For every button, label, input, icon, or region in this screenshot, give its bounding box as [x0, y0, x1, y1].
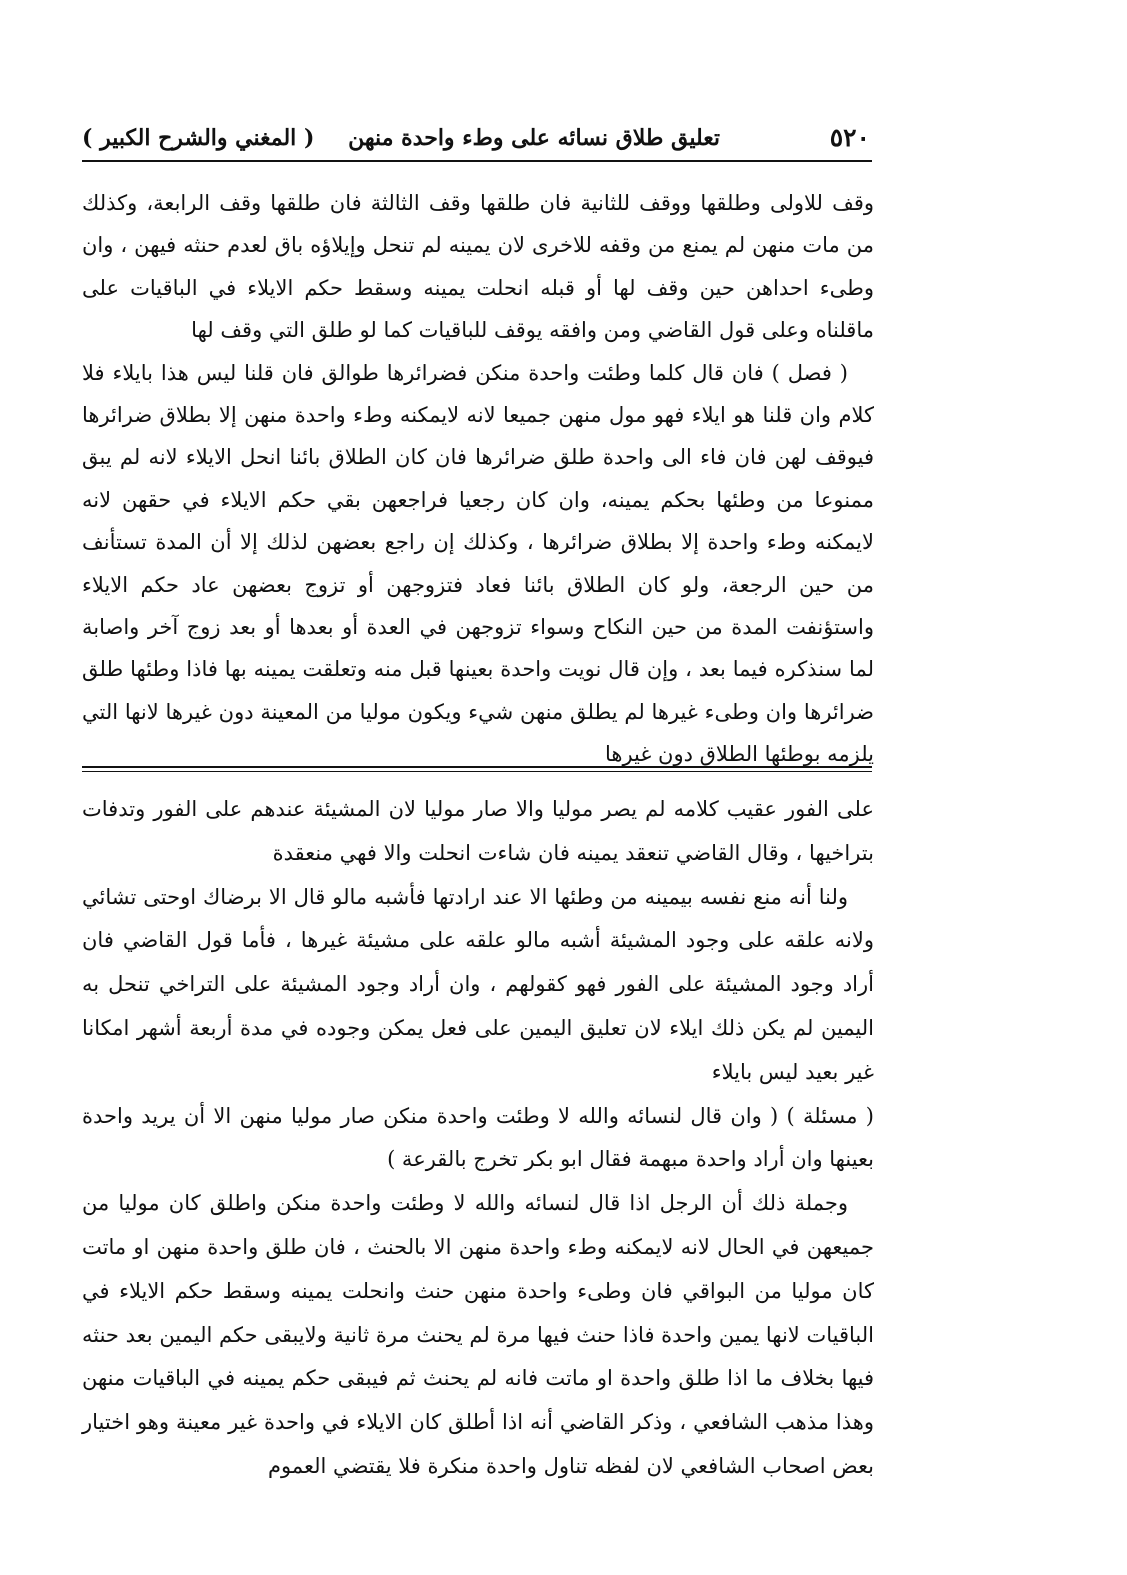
- commentary-paragraph-1: على الفور عقيب كلامه لم يصر موليا والا صار موليا لان المشيئة عندهم على الفور وتدفات بتراخيها ، وقال القاضي تنعقد يمينه فان شاءت انحلت والا فهي منعقدة: [82, 797, 874, 865]
- section-divider: [82, 766, 872, 772]
- body-paragraph-2: ( فصل ) فان قال كلما وطئت واحدة منكن فضرائرها طوالق فان قلنا ليس هذا بايلاء فلا كلام وان قلنا هو ايلاء فهو مول منهن جميعا لانه لايمكنه وطء واحدة منهن إلا بطلاق ضرائرها فيوقف لهن فان فاء الى واحدة طلق ضرائرها فان كان الطلاق بائنا انحل الايلاء لانه لم يبق ممنوعا من وطئها بحكم يمينه، وان كان رجعيا فراجعهن بقي حكم الايلاء في حقهن لانه لايمكنه وطء واحدة إلا بطلاق ضرائرها ، وكذلك إن راجع بعضهن لذلك إلا أن المدة تستأنف من حين الرجعة، ولو كان الطلاق بائنا فعاد فتزوجهن أو تزوج بعضهن عاد حكم الايلاء واستؤنفت المدة من حين النكاح وسواء تزوجهن في العدة أو بعدها أو بعد زوج آخر واصابة لما سنذكره فيما بعد ، وإن قال نويت واحدة بعينها قبل منه وتعلقت يمينه بها فاذا وطئها طلق ضرائرها وان وطىء غيرها لم يطلق منهن شيء ويكون موليا من المعينة دون غيرها لانها التي يلزمه بوطئها الطلاق دون غيرها: [82, 360, 875, 767]
- body-paragraph-1: وقف للاولى وطلقها ووقف للثانية فان طلقها وقف الثالثة فان طلقها وقف الرابعة، وكذلك من مات منهن لم يمنع من وقفه للاخرى لان يمينه لم تنحل وإيلاؤه باق لعدم حنثه فيهن ، وان وطىء احداهن حين وقف لها أو قبله انحلت يمينه وسقط حكم الايلاء في الباقيات على ماقلناه وعلى قول القاضي ومن وافقه يوقف للباقيات كما لو طلق التي وقف لها: [82, 191, 874, 343]
- main-text: [82, 182, 874, 776]
- header-rule: [82, 160, 872, 162]
- page-header: [82, 118, 870, 158]
- commentary-paragraph-3: ( مسئلة ) ( وان قال لنسائه والله لا وطئت واحدة منكن صار موليا منهن الا أن يريد واحدة بعينها وان أراد واحدة مبهمة فقال ابو بكر تخرج بالقرعة ): [82, 1103, 874, 1172]
- page-number: ٥٢٠: [829, 123, 870, 152]
- book-title: ( المغني والشرح الكبير ): [82, 125, 315, 151]
- commentary-text: [82, 788, 874, 1489]
- commentary-paragraph-4: وجملة ذلك أن الرجل اذا قال لنسائه والله لا وطئت واحدة منكن واطلق كان موليا من جميعهن في الحال لانه لايمكنه وطء واحدة منهن الا بالحنث ، فان طلق واحدة منهن او ماتت كان موليا من البواقي فان وطىء واحدة منهن حنث وانحلت يمينه وسقط حكم الايلاء في الباقيات لانها يمين واحدة فاذا حنث فيها مرة لم يحنث مرة ثانية ولايبقى حكم اليمين بعد حنثه فيها بخلاف ما اذا طلق واحدة او ماتت فانه لم يحنث ثم فيبقى حكم يمينه في الباقيات منهن وهذا مذهب الشافعي ، وذكر القاضي أنه اذا أطلق كان الايلاء في واحدة غير معينة وهو اختيار بعض اصحاب الشافعي لان لفظه تناول واحدة منكرة فلا يقتضي العموم: [82, 1191, 874, 1478]
- commentary-paragraph-2: ولنا أنه منع نفسه بيمينه من وطئها الا عند ارادتها فأشبه مالو قال الا برضاك اوحتى تشائي ولانه علقه على وجود المشيئة أشبه مالو علقه على مشيئة غيرها ، فأما قول القاضي فان أراد وجود المشيئة على الفور فهو كقولهم ، وان أراد وجود المشيئة على التراخي تنحل به اليمين لم يكن ذلك ايلاء لان تعليق اليمين على فعل يمكن وجوده في مدة أربعة أشهر امكانا غير بعيد ليس بايلاء: [82, 884, 874, 1084]
- running-title: تعليق طلاق نسائه على وطء واحدة منهن: [348, 125, 720, 151]
